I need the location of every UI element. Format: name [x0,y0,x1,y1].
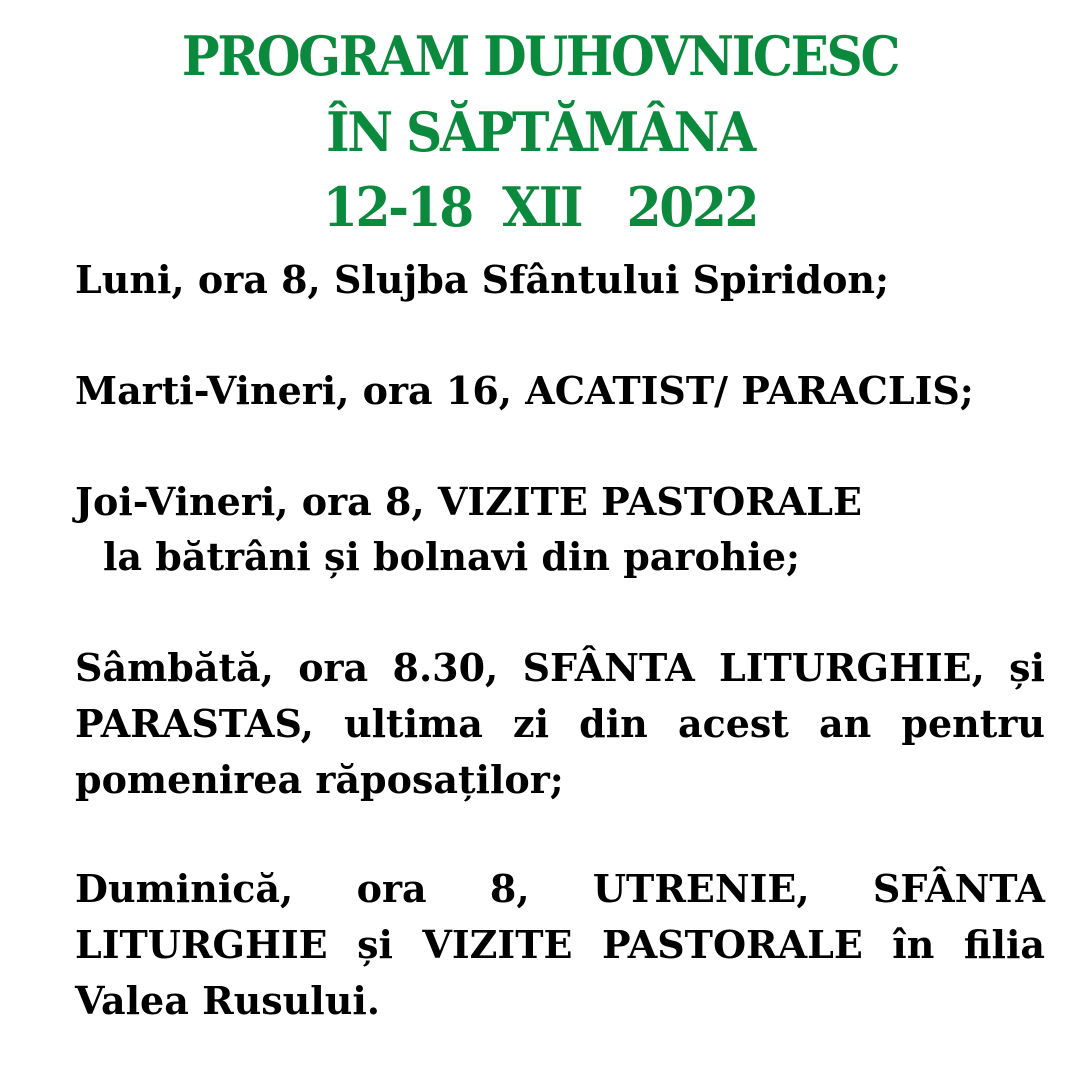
schedule-item-saturday: Sâmbătă, ora 8.30, SFÂNTA LITURGHIE, și PARASTAS, ultima zi din acest an pentru pomenirea răposaților; [75,645,1045,802]
title-line-2: ÎN SĂPTĂMÂNA [326,100,754,164]
title-line-3-date: 12-18 XII 2022 [322,175,758,239]
schedule-item-tuesday-friday: Marti-Vineri, ora 16, ACATIST/ PARACLIS; [75,368,974,413]
schedule-item-monday: Luni, ora 8, Slujba Sfântului Spiridon; [75,257,890,302]
schedule-item-thursday-friday: Joi-Vineri, ora 8, VIZITE PASTORALE [75,479,862,524]
schedule-item-sunday: Duminică, ora 8, UTRENIE, SFÂNTA LITURGHIE și VIZITE PASTORALE în filia Valea Rusului. [75,866,1045,1023]
schedule-item-thursday-friday-detail: la bătrâni și bolnavi din parohie; [103,534,801,579]
title-line-1: PROGRAM DUHOVNICESC [181,24,899,88]
